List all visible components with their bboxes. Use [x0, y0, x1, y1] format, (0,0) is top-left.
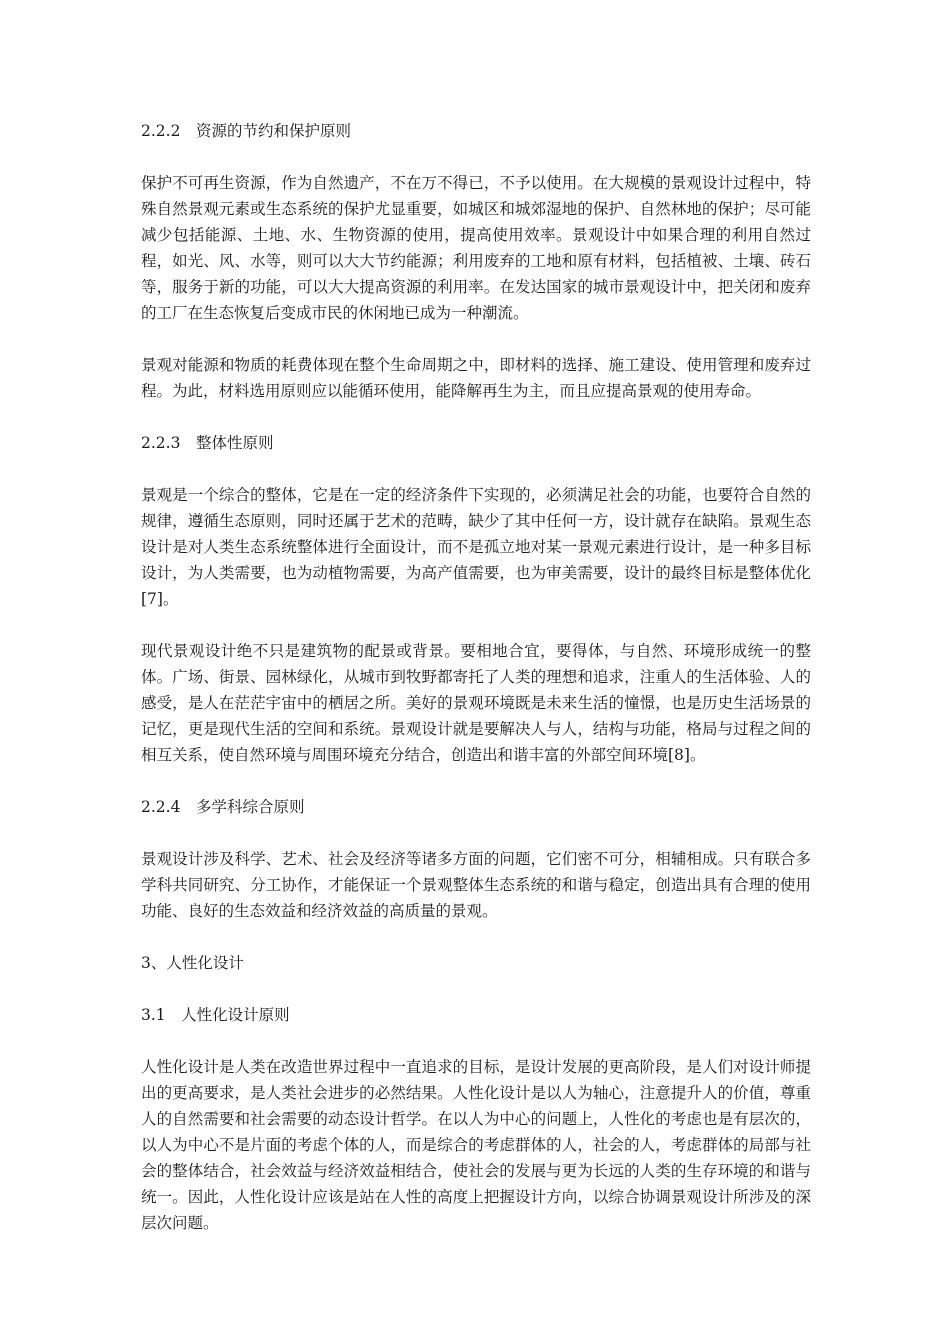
paragraph: 景观是一个综合的整体，它是在一定的经济条件下实现的，必须满足社会的功能，也要符合自然的规律，遵循生态原则，同时还属于艺术的范畴，缺少了其中任何一方，设计就存在缺陷。景观生态设计是对人类生态系统整体进行全面设计，而不是孤立地对某一景观元素进行设计，是一种多目标设计，为人类需要，也为动植物需要，为高产值需要，也为审美需要，设计的最终目标是整体优化[7]。 — [141, 486, 811, 608]
paragraph: 景观对能源和物质的耗费体现在整个生命周期之中，即材料的选择、施工建设、使用管理和废弃过程。为此，材料选用原则应以能循环使用，能降解再生为主，而且应提高景观的使用寿命。 — [141, 356, 811, 400]
section-heading-3: 3、人性化设计 — [141, 954, 244, 972]
paragraph: 保护不可再生资源，作为自然遗产，不在万不得已，不予以使用。在大规模的景观设计过程中，特殊自然景观元素或生态系统的保护尤显重要，如城区和城郊湿地的保护、自然林地的保护；尽可能减少包括能源、土地、水、生物资源的使用，提高使用效率。景观设计中如果合理的利用自然过程，如光、风、水等，则可以大大节约能源；利用废弃的工地和原有材料，包括植被、土壤、砖石等，服务于新的功能，可以大大提高资源的利用率。在发达国家的城市景观设计中，把关闭和废弃的工厂在生态恢复后变成市民的休闲地已成为一种潮流。 — [141, 174, 811, 322]
section-heading-2-2-3: 2.2.3 整体性原则 — [141, 434, 274, 452]
section-heading-3-1: 3.1 人性化设计原则 — [141, 1006, 290, 1024]
section-heading-2-2-2: 2.2.2 资源的节约和保护原则 — [141, 122, 351, 140]
paragraph: 景观设计涉及科学、艺术、社会及经济等诸多方面的问题，它们密不可分，相辅相成。只有联合多学科共同研究、分工协作，才能保证一个景观整体生态系统的和谐与稳定，创造出具有合理的使用功能、良好的生态效益和经济效益的高质量的景观。 — [141, 850, 811, 920]
section-heading-2-2-4: 2.2.4 多学科综合原则 — [141, 798, 305, 816]
document-page — [141, 118, 811, 1262]
paragraph: 人性化设计是人类在改造世界过程中一直追求的目标，是设计发展的更高阶段，是人们对设计师提出的更高要求，是人类社会进步的必然结果。人性化设计是以人为轴心，注意提升人的价值，尊重人的自然需要和社会需要的动态设计哲学。在以人为中心的问题上，人性化的考虑也是有层次的，以人为中心不是片面的考虑个体的人，而是综合的考虑群体的人，社会的人，考虑群体的局部与社会的整体结合，社会效益与经济效益相结合，使社会的发展与更为长远的人类的生存环境的和谐与统一。因此，人性化设计应该是站在人性的高度上把握设计方向，以综合协调景观设计所涉及的深层次问题。 — [141, 1058, 811, 1232]
paragraph: 现代景观设计绝不只是建筑物的配景或背景。要相地合宜，要得体，与自然、环境形成统一的整体。广场、街景、园林绿化，从城市到牧野都寄托了人类的理想和追求，注重人的生活体验、人的感受，是人在茫茫宇宙中的栖居之所。美好的景观环境既是未来生活的憧憬，也是历史生活场景的记忆，更是现代生活的空间和系统。景观设计就是要解决人与人，结构与功能，格局与过程之间的相互关系，使自然环境与周围环境充分结合，创造出和谐丰富的外部空间环境[8]。 — [141, 642, 811, 764]
